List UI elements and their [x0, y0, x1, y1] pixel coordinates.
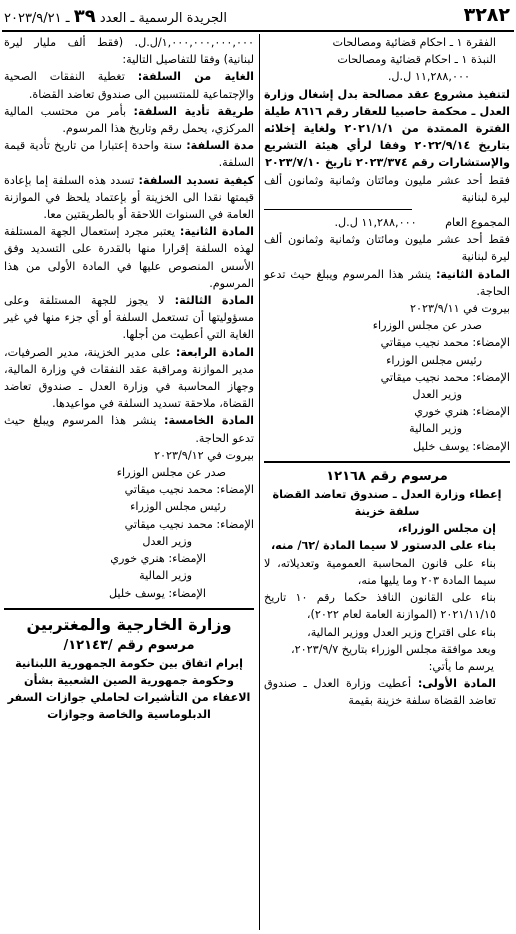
article-5-text: ينشر هذا المرسوم ويبلغ حيث تدعو الحاجة.	[4, 414, 254, 445]
article-2	[4, 223, 254, 292]
signature-line: وزير العدل	[412, 388, 462, 402]
basis-line: بناء على اقتراح وزير العدل ووزير المالية،	[307, 625, 496, 639]
period-text: سنة واحدة إعتبارا من تاريخ تأدية قيمة السلفة.	[4, 139, 254, 170]
purpose-title: الغاية من السلفة:	[137, 70, 254, 84]
basis-line: بناء على القانون النافذ حكما رقم ١٠ تاريخ ٢٠٢١/١١/١٥ (الموازنة العامة لعام ٢٠٢٢)،	[264, 591, 496, 622]
signature-line: الإمضاء: محمد نجيب ميقاتي	[124, 517, 254, 531]
signature-line: صدر عن مجلس الوزراء	[372, 319, 482, 333]
signature-line: رئيس مجلس الوزراء	[386, 353, 482, 367]
section-rule	[264, 461, 510, 463]
place-date: بيروت في ٢٠٢٣/٩/١١	[410, 302, 510, 316]
decree-number: مرسوم رقم /١٢١٤٣/	[63, 637, 195, 653]
repay-text: تسدد هذه السلفة إما بإعادة قيمتها نقدا الى الخزينة أو بإعتماد يلحظ في الموازنة العامة في السنوات اللاحقة أو بالطريقتين معا.	[4, 173, 254, 222]
repay-title: كيفية تسديد السلفة:	[138, 173, 255, 187]
gazette-title	[4, 6, 227, 27]
article-4-text: على مدير الخزينة، مدير الصرفيات، مدير الموازنة ومراقبة عقد النفقات في وزارة المالية، وجهاز المحاسبة في وزارة العدل ـ صندوق تعاضد القضاة، ملاحقة تسديد السلفة في مواعيدها.	[4, 345, 254, 411]
signature-line: صدر عن مجلس الوزراء	[116, 466, 226, 480]
grand-total	[264, 214, 510, 231]
amount-line: ١١,٢٨٨,٠٠٠ ل.ل.	[387, 70, 470, 84]
ministry-title: وزارة الخارجية والمغتربين	[26, 614, 232, 634]
issue-number: ٣٩	[73, 6, 96, 27]
signature-line: وزير المالية	[409, 422, 462, 436]
signature-line: الإمضاء: محمد نجيب ميقاتي	[124, 483, 254, 497]
article-2	[264, 266, 510, 300]
signature-line: الإمضاء: محمد نجيب ميقاتي	[380, 370, 510, 384]
purpose-text: تغطية النفقات الصحية والإجتماعية للمنتسبين الى صندوق تعاضد القضاة.	[4, 70, 254, 101]
total-rule	[264, 209, 412, 210]
article-3-title: المادة الثالثة:	[174, 294, 254, 308]
article-3-text: لا يجوز للجهة المستلفة وعلى مسؤوليتها أن تستعمل السلفة أو أي جزء منها في غير الغاية التي أعطيت من أجلها.	[4, 294, 254, 342]
total-label: المجموع العام	[445, 216, 510, 230]
total-value: ١١,٢٨٨,٠٠٠ ل.ل.	[334, 216, 417, 230]
issue-date: ـ ٢٠٢٣/٩/٢١	[4, 11, 70, 26]
gazette-name: الجريدة الرسمية ـ العدد	[99, 11, 227, 26]
total-in-words: فقط أحد عشر مليون ومائتان وثمانية وثمانون ألف ليرة لبنانية	[264, 233, 510, 264]
signature-line: الإمضاء: هنري خوري	[110, 552, 206, 566]
article-4-title: المادة الرابعة:	[175, 345, 254, 359]
place-date: بيروت في ٢٠٢٣/٩/١٢	[154, 448, 254, 462]
basis-line: وبعد موافقة مجلس الوزراء بتاريخ ٢٠٢٣/٩/٧،	[291, 642, 496, 656]
amount-in-words: فقط أحد عشر مليون ومائتان وثمانية وثمانون ألف ليرة لبنانية	[264, 173, 510, 204]
article-3	[4, 292, 254, 344]
article-1	[264, 675, 510, 709]
method-text: بأمر من محتسب المالية المركزي، يحمل رقم وتاريخ هذا المرسوم.	[4, 104, 254, 136]
section-subparagraph: النبذة ١ ـ احكام قضائية ومصالحات	[337, 53, 496, 67]
article-5	[4, 412, 254, 446]
signature-line: وزير العدل	[142, 534, 192, 548]
basis-line: بناء على الدستور لا سيما المادة /٦٢/ منه،	[270, 539, 496, 553]
decree-subject: إعطاء وزارة العدل ـ صندوق تعاضد القضاة سلفة خزينة	[272, 487, 502, 519]
signature-line: وزير المالية	[139, 569, 192, 583]
council-intro: إن مجلس الوزراء،	[397, 522, 496, 536]
header-rule	[2, 30, 514, 32]
section-rule	[4, 608, 254, 610]
period-title: مدة السلفة:	[186, 139, 255, 153]
left-column	[4, 34, 254, 724]
signature-line: الإمضاء: يوسف خليل	[108, 586, 206, 600]
article-1-title: المادة الأولى:	[417, 677, 497, 691]
signature-line: الإمضاء: يوسف خليل	[412, 439, 510, 453]
project-title: لتنفيذ مشروع عقد مصالحة بدل إشغال وزارة العدل ـ محكمة حاصبيا للعقار رقم ٨٦١٦ طيلة الفترة الممتدة من ٢٠٢١/١/١ ولغاية إخلائه بتاريخ ٢٠٢٢/٩/١٤ وفقا لرأي هيئة التشريع والإستشارات رقم ٢٠٢٣/٣٧٤ تاريخ ٢٠٢٣/٧/١٠	[264, 87, 510, 170]
page-header	[0, 0, 516, 30]
section-paragraph: الفقرة ١ ـ احكام قضائية ومصالحات	[332, 36, 496, 49]
method-title: طريقة تأدية السلفة:	[133, 104, 254, 118]
article-5-title: المادة الخامسة:	[164, 414, 254, 428]
right-column	[264, 34, 510, 710]
decrees-line: يرسم ما يأتي:	[428, 659, 494, 673]
article-1-text: أعطيت وزارة العدل ـ صندوق تعاضد القضاة سلفة خزينة بقيمة	[264, 677, 496, 708]
signature-line: رئيس مجلس الوزراء	[130, 500, 226, 514]
signature-line: الإمضاء: هنري خوري	[414, 405, 510, 419]
article-2-title: المادة الثانية:	[179, 225, 255, 239]
column-divider	[259, 34, 260, 930]
article-2-text: يعتبر مجرد إستعمال الجهة المستلفة لهذه السلفة إقرارا منها بالقدرة على التسديد وفق الأسس المنصوص عليها في المادة الأولى من هذا المرسوم.	[4, 225, 254, 290]
repayment	[4, 172, 254, 224]
decree-subject: إبرام اتفاق بين حكومة الجمهورية اللبنانية وحكومة جمهورية الصين الشعبية بشأن الاعفاء من التأشيرات لحاملي جوازات السفر الدبلوماسية والخاصة وجوازات	[7, 656, 251, 722]
payment-method	[4, 103, 254, 137]
article-2-title: المادة الثانية:	[435, 267, 511, 281]
article-2-text: ينشر هذا المرسوم ويبلغ حيث تدعو الحاجة.	[264, 267, 510, 298]
article-4	[4, 344, 254, 413]
signature-line: الإمضاء: محمد نجيب ميقاتي	[380, 336, 510, 350]
advance-period	[4, 137, 254, 171]
decree-title: مرسوم رقم ١٢١٦٨	[326, 468, 448, 484]
page-number: ٣٢٨٢	[463, 4, 510, 26]
basis-line: بناء على قانون المحاسبة العمومية وتعديلاته، لا سيما المادة ٢٠٣ وما يليها منه،	[264, 556, 496, 587]
amount-details: ١,٠٠٠,٠٠٠,٠٠٠,٠٠٠/ل.ل. (فقط ألف مليار ليرة لبنانية) وفقا للتفاصيل التالية:	[4, 36, 254, 67]
purpose	[4, 68, 254, 102]
